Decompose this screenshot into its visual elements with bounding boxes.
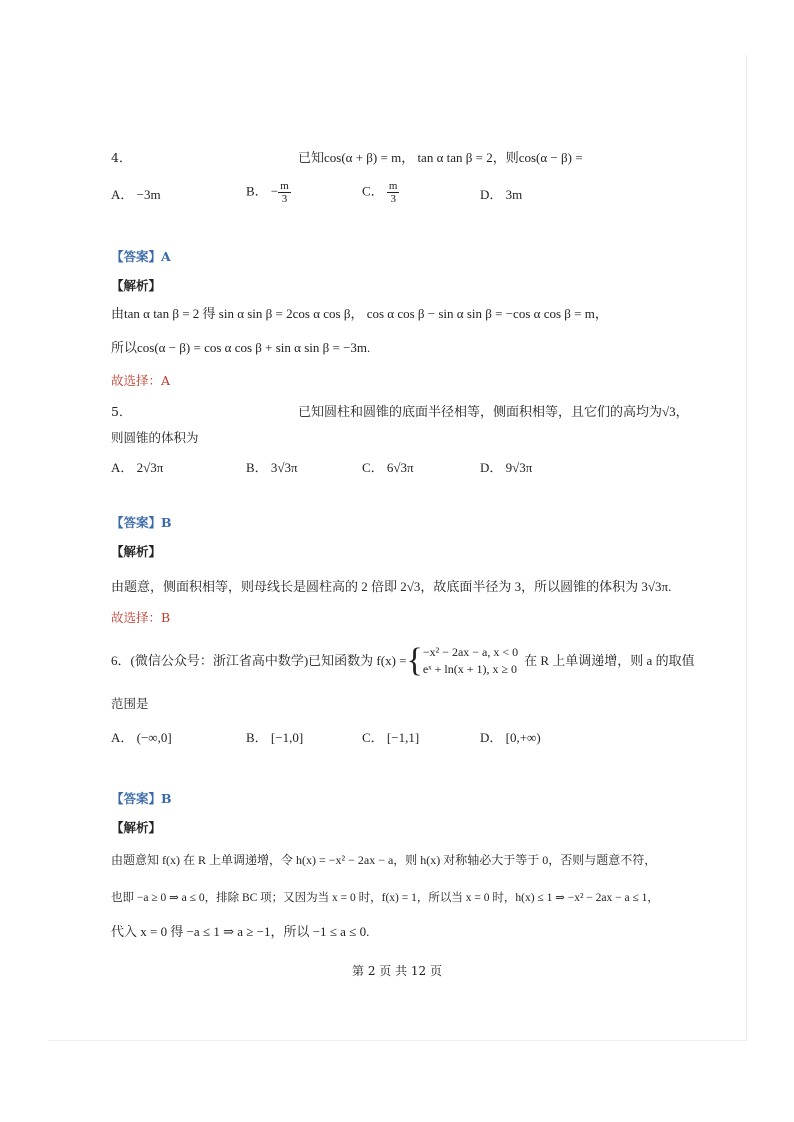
q4-option-a: A． −3m [111, 187, 161, 202]
q6-analysis-line1: 由题意知 f(x) 在 R 上单调递增，令 h(x) = −x² − 2ax − a，则 h(x) 对称轴必大于等于 0，否则与题意不符， [111, 853, 657, 867]
q5-option-a: A． 2√3π [111, 460, 164, 475]
q6-cases [423, 644, 518, 678]
q4-answer: 【答案】A [111, 249, 171, 264]
q5-analysis-label: 【解析】 [111, 544, 162, 559]
page-footer: 第 2 页 共 12 页 [352, 964, 442, 978]
q4-option-c-den: 3 [390, 193, 396, 205]
q5-option-d: D． 9√3π [480, 460, 533, 475]
q4-option-c-fraction [387, 180, 400, 205]
q4-option-c-prefix: C． [362, 183, 384, 199]
q4-number: 4． [111, 150, 132, 165]
q4-option-b-prefix: B． − [246, 183, 279, 199]
q4-option-b-den: 3 [281, 193, 288, 205]
q4-option-c-num: m [388, 180, 398, 192]
q4-option-b-fraction [278, 180, 291, 205]
q6-stem-line2: 范围是 [111, 696, 149, 711]
q5-analysis-line1: 由题意，侧面积相等，则母线长是圆柱高的 2 倍即 2√3，故底面半径为 3，所以圆锥的体积为 3√3π. [111, 579, 672, 594]
q6-stem [111, 641, 695, 681]
q4-analysis-label: 【解析】 [111, 278, 162, 293]
q6-analysis-line2: 也即 −a ≥ 0 ⇒ a ≤ 0，排除 BC 项；又因为当 x = 0 时，f(x) = 1，所以当 x = 0 时，h(x) ≤ 1 ⇒ −x² − 2ax − a ≤ 1， [111, 892, 659, 904]
q5-option-b: B． 3√3π [246, 460, 298, 475]
q5-choose: 故选择：B [111, 610, 171, 625]
q6-stem-prefix: 6．(微信公众号：浙江省高中数学)已知函数为 f(x) = [111, 653, 407, 668]
q6-analysis-label: 【解析】 [111, 820, 162, 835]
q6-option-a: A． (−∞,0] [111, 730, 172, 745]
q5-number: 5． [111, 404, 132, 419]
q6-brace: { [406, 642, 423, 679]
q6-option-c: C． [−1,1] [362, 730, 420, 745]
q5-answer: 【答案】B [111, 515, 172, 530]
q4-option-b [246, 180, 291, 205]
q6-analysis-line3: 代入 x = 0 得 −a ≤ 1 ⇒ a ≥ −1，所以 −1 ≤ a ≤ 0. [111, 924, 370, 939]
q5-option-c: C． 6√3π [362, 460, 414, 475]
q5-stem: 已知圆柱和圆锥的底面半径相等，侧面积相等，且它们的高均为√3， [298, 404, 689, 419]
q4-option-b-num: m [280, 180, 289, 192]
q6-answer: 【答案】B [111, 791, 172, 806]
q4-choose: 故选择：A [111, 373, 171, 388]
q6-stem-suffix: 在 R 上单调递增，则 a 的取值 [524, 653, 695, 668]
q4-option-d: D． 3m [480, 187, 523, 202]
q4-stem: 已知cos(α + β) = m， tan α tan β = 2，则cos(α − β) = [298, 150, 583, 165]
q5-stem-line2: 则圆锥的体积为 [111, 430, 199, 445]
q6-option-d: D． [0,+∞) [480, 730, 541, 745]
q4-analysis-line1: 由tan α tan β = 2 得 sin α sin β = 2cos α cos β， cos α cos β − sin α sin β = −cos α cos β = m， [111, 306, 608, 321]
q6-option-b: B． [−1,0] [246, 730, 304, 745]
q6-case2: eˣ + ln(x + 1), x ≥ 0 [422, 662, 518, 676]
q6-case1: −x² − 2ax − a, x < 0 [422, 645, 519, 659]
q4-analysis-line2: 所以cos(α − β) = cos α cos β + sin α sin β = −3m. [111, 340, 371, 355]
q4-option-c [362, 180, 399, 205]
